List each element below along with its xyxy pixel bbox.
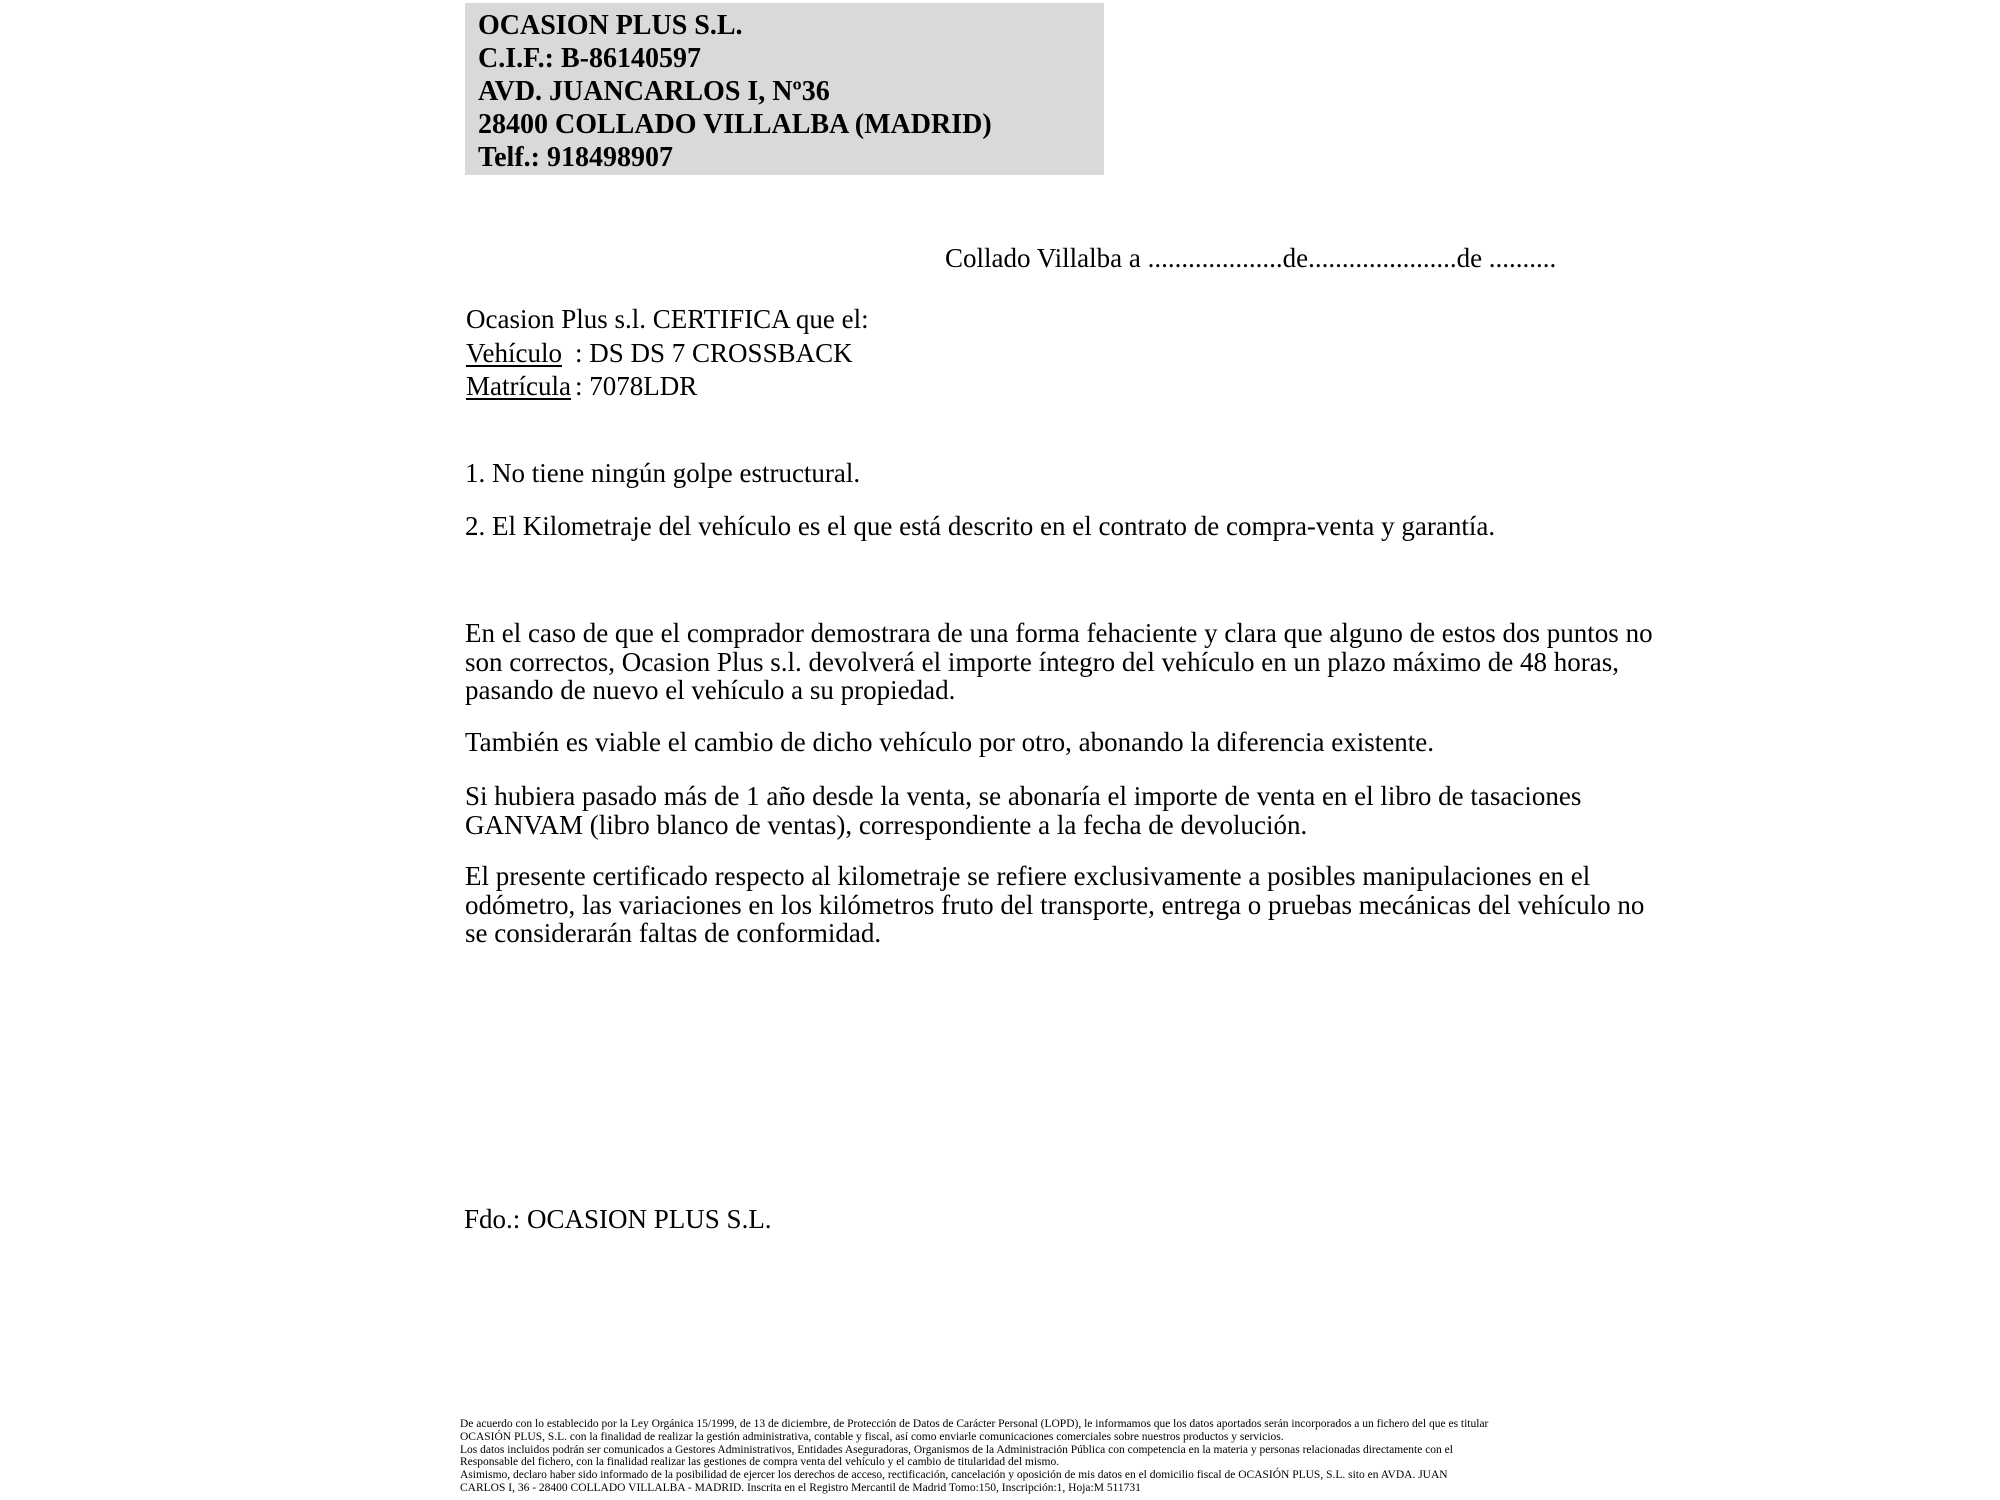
paragraph-exchange bbox=[465, 728, 1434, 757]
paragraph-odometer-line-3: se considerarán faltas de conformidad. bbox=[465, 918, 882, 949]
paragraph-refund-line-1: En el caso de que el comprador demostrara de una forma fehaciente y clara que alguno de estos dos puntos no bbox=[465, 618, 1653, 648]
paragraph-odometer-line-1: El presente certificado respecto al kilometraje se refiere exclusivamente a posibles manipulaciones en el bbox=[465, 861, 1591, 891]
date-line: Collado Villalba a ....................de......................de .......... bbox=[945, 243, 1557, 273]
paragraph-refund-line-2: son correctos, Ocasion Plus s.l. devolverá el importe íntegro del vehículo en un plazo máximo de 48 horas, bbox=[465, 646, 1619, 677]
paragraph-refund-line-3: pasando de nuevo el vehículo a su propiedad. bbox=[465, 675, 956, 706]
plate-label: Matrícula bbox=[466, 371, 571, 401]
paragraph-ganvam bbox=[465, 782, 1581, 839]
vehicle-value: : DS DS 7 CROSSBACK bbox=[575, 337, 853, 368]
paragraph-refund bbox=[465, 619, 1653, 705]
letterhead-address: AVD. JUANCARLOS I, Nº36 bbox=[478, 76, 830, 107]
letterhead-company-name: OCASION PLUS S.L. bbox=[478, 10, 743, 41]
paragraph-ganvam-line-2: GANVAM (libro blanco de ventas), correspondiente a la fecha de devolución. bbox=[465, 809, 1308, 840]
legal-footer-line-6: CARLOS I, 36 - 28400 COLLADO VILLALBA - MADRID. Inscrita en el Registro Mercantil de Madrid Tomo:150, Inscripción:1, Hoja:M 511731 bbox=[460, 1481, 1141, 1494]
letterhead-cif: C.I.F.: B-86140597 bbox=[478, 43, 701, 74]
plate-field bbox=[466, 370, 869, 404]
legal-footer-line-4: Responsable del fichero, con la finalidad realizar las gestiones de compra venta del vehículo y el cambio de titularidad del mismo. bbox=[460, 1456, 1060, 1469]
letterhead-box bbox=[465, 3, 1104, 175]
vehicle-label: Vehículo bbox=[466, 337, 562, 368]
legal-footer bbox=[460, 1418, 1488, 1495]
paragraph-odometer-line-2: odómetro, las variaciones en los kilómetros fruto del transporte, entrega o pruebas mecánicas del vehículo no bbox=[465, 889, 1645, 920]
vehicle-field bbox=[466, 337, 869, 371]
legal-footer-line-5: Asimismo, declaro haber sido informado de la posibilidad de ejercer los derechos de acceso, rectificación, cancelación y oposición de mis datos en el domicilio fiscal de OCASIÓN PLUS, S.L. sito en AVDA. JUAN bbox=[460, 1469, 1448, 1482]
certification-block bbox=[466, 303, 869, 404]
plate-value: : 7078LDR bbox=[575, 371, 698, 401]
paragraph-ganvam-line-1: Si hubiera pasado más de 1 año desde la venta, se abonaría el importe de venta en el libro de tasaciones bbox=[465, 781, 1582, 811]
legal-footer-line-3: Los datos incluidos podrán ser comunicados a Gestores Administrativos, Entidades Aseguradoras, Organismos de la Administración Pública con competencia en la materia y personas relacionadas directamente con el bbox=[460, 1443, 1453, 1456]
letterhead-phone: Telf.: 918498907 bbox=[478, 142, 673, 173]
legal-footer-line-1: De acuerdo con lo establecido por la Ley Orgánica 15/1999, de 13 de diciembre, de Protección de Datos de Carácter Personal (LOPD), le informamos que los datos aportados serán incorporados a un fichero del que es titular bbox=[460, 1418, 1489, 1430]
clause-2: 2. El Kilometraje del vehículo es el que está descrito en el contrato de compra-venta y garantía. bbox=[465, 511, 1496, 541]
paragraph-odometer bbox=[465, 862, 1644, 948]
clause-1: 1. No tiene ningún golpe estructural. bbox=[465, 458, 861, 488]
certification-intro: Ocasion Plus s.l. CERTIFICA que el: bbox=[466, 304, 869, 334]
legal-footer-line-2: OCASIÓN PLUS, S.L. con la finalidad de realizar la gestión administrativa, contable y fiscal, así como enviarle comunicaciones comerciales sobre nuestros productos y servicios. bbox=[460, 1430, 1284, 1443]
paragraph-exchange-line-1: También es viable el cambio de dicho vehículo por otro, abonando la diferencia existente. bbox=[465, 727, 1435, 757]
letterhead-city: 28400 COLLADO VILLALBA (MADRID) bbox=[478, 109, 992, 140]
signature-line: Fdo.: OCASION PLUS S.L. bbox=[464, 1204, 772, 1234]
